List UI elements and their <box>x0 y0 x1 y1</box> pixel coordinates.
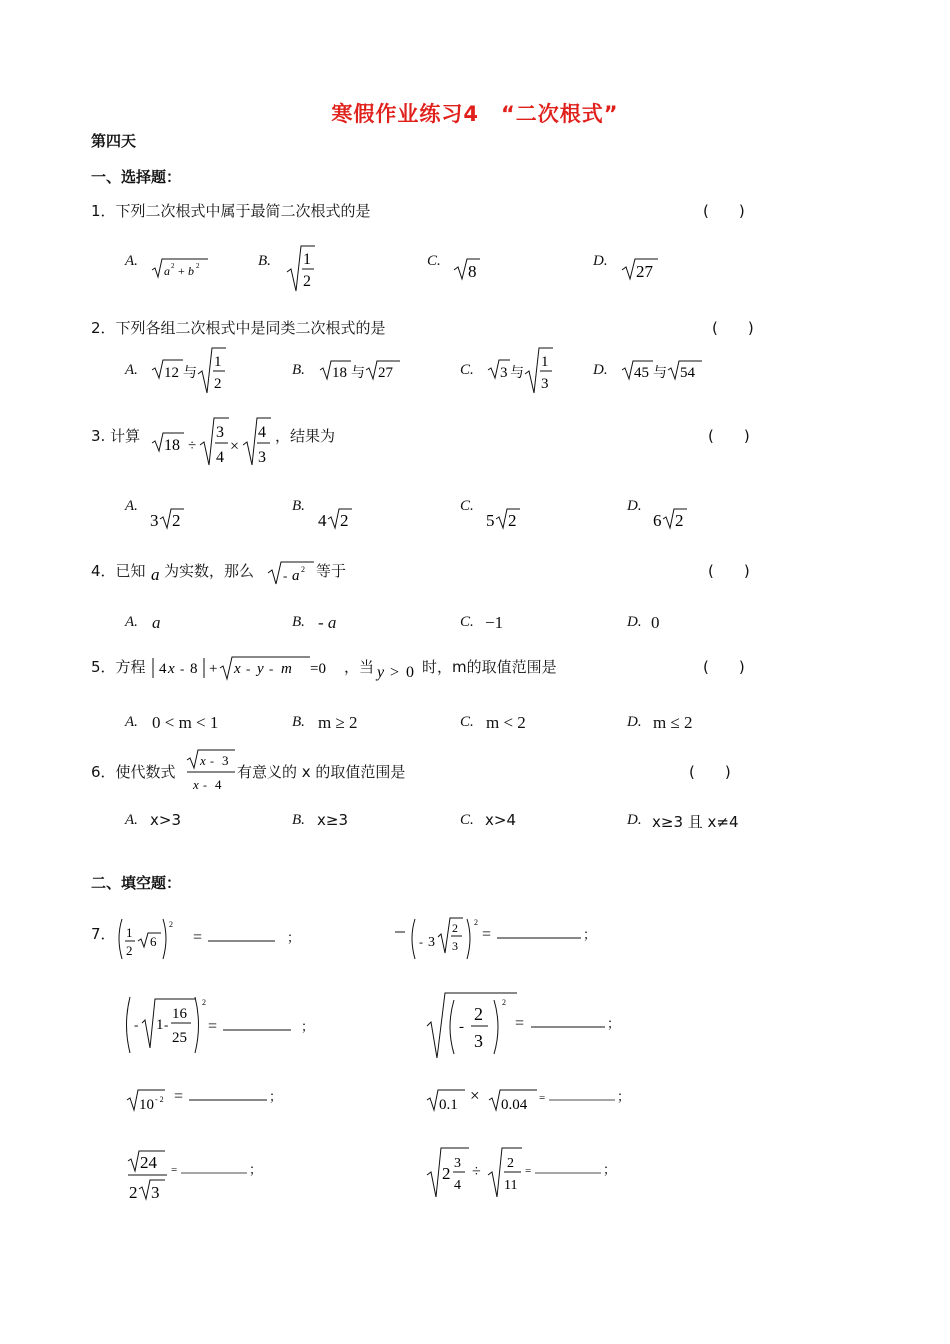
q1-option-b-letter: B. <box>258 253 271 269</box>
q4-option-c-letter: C. <box>460 614 474 630</box>
svg-text:4: 4 <box>258 424 266 441</box>
svg-text:3: 3 <box>454 1156 461 1171</box>
svg-text:；: ； <box>269 1089 283 1104</box>
q2-option-b-letter: B. <box>292 362 305 378</box>
svg-text:0: 0 <box>406 664 414 681</box>
q4-option-b-letter: B. <box>292 614 305 630</box>
svg-text:m: m <box>281 661 292 677</box>
svg-text:3: 3 <box>500 365 508 381</box>
q2-option-a-expression <box>150 346 230 396</box>
svg-text:3: 3 <box>474 1031 483 1051</box>
svg-text:>: > <box>390 664 400 681</box>
svg-text:1: 1 <box>126 925 133 940</box>
q6-option-a-letter: A. <box>125 812 138 828</box>
svg-text:2: 2 <box>442 1164 451 1183</box>
q4-option-d-letter: D. <box>627 614 642 630</box>
svg-text:÷: ÷ <box>472 1163 481 1180</box>
q5-option-a-text: 0 < m < 1 <box>152 713 219 732</box>
q7-item2-expression <box>393 915 603 965</box>
svg-text:4: 4 <box>159 661 167 677</box>
svg-text:2: 2 <box>303 273 311 290</box>
svg-text:÷: ÷ <box>188 438 197 454</box>
q5-option-c-letter: C. <box>460 714 474 730</box>
q3-stem-before: 3. 计算 <box>91 427 141 445</box>
q2-option-c-letter: C. <box>460 362 474 378</box>
svg-text:3: 3 <box>452 939 458 953</box>
q4-stem-before: 4．已知 <box>91 562 146 580</box>
svg-text:x: x <box>193 777 199 792</box>
svg-text:0.1: 0.1 <box>439 1097 458 1113</box>
svg-text:24: 24 <box>140 1153 157 1172</box>
q6-option-a-text: x>3 <box>150 811 181 829</box>
q7-item8-expression <box>425 1145 625 1201</box>
q2-option-d-letter: D. <box>593 362 608 378</box>
svg-text:18: 18 <box>332 365 347 381</box>
svg-text:2: 2 <box>172 511 181 530</box>
q6-option-b-text: x≥3 <box>317 811 348 829</box>
q2-option-d-expression <box>620 359 705 383</box>
q5-answer-blank: ( ) <box>703 658 745 676</box>
q6-option-d-letter: D. <box>627 812 642 828</box>
svg-text:12: 12 <box>164 365 179 381</box>
q6-answer-blank: ( ) <box>689 763 731 781</box>
svg-text:2: 2 <box>675 511 684 530</box>
q5-option-d-text: m ≤ 2 <box>653 713 693 732</box>
svg-text:2: 2 <box>340 511 349 530</box>
svg-text:-: - <box>203 778 207 792</box>
q1-option-a-expression <box>150 255 210 281</box>
svg-text:=: = <box>174 1088 184 1105</box>
svg-text:与: 与 <box>653 366 667 381</box>
svg-text:；: ； <box>603 1162 617 1177</box>
q5-equation <box>150 654 348 684</box>
svg-text:54: 54 <box>680 365 695 381</box>
svg-text:1: 1 <box>214 354 222 370</box>
svg-text:8: 8 <box>190 661 198 677</box>
svg-text:b: b <box>188 264 194 278</box>
svg-text:-: - <box>164 1017 169 1032</box>
svg-text:2: 2 <box>502 998 506 1007</box>
svg-text:=: = <box>539 1092 546 1104</box>
svg-text:0.04: 0.04 <box>501 1097 528 1113</box>
svg-text:1: 1 <box>303 251 311 268</box>
svg-text:y: y <box>257 661 264 677</box>
q2-answer-blank: ( ) <box>712 319 754 337</box>
q1-option-d-expression <box>620 256 660 282</box>
svg-text:4: 4 <box>216 449 224 466</box>
q4-option-d-text: 0 <box>651 613 660 632</box>
svg-text:x: x <box>234 661 241 677</box>
q1-option-c-letter: C. <box>427 253 441 269</box>
q3-option-a-letter: A. <box>125 498 138 514</box>
svg-text:3: 3 <box>150 511 159 530</box>
q2-option-c-expression <box>486 346 556 396</box>
svg-text:6: 6 <box>150 934 157 949</box>
svg-text:1: 1 <box>156 1017 164 1033</box>
q4-option-c-text: −1 <box>485 613 504 632</box>
svg-text:；: ； <box>617 1089 631 1104</box>
svg-text:；: ； <box>301 1019 315 1034</box>
svg-text:3: 3 <box>222 753 229 768</box>
svg-text:- 2: - 2 <box>155 1095 164 1104</box>
q6-option-d-text: x≥3 且 x≠4 <box>652 813 739 831</box>
q3-option-b-letter: B. <box>292 498 305 514</box>
q3-option-a-expression <box>150 506 190 532</box>
svg-text:a: a <box>292 568 300 584</box>
q6-expression <box>185 748 237 794</box>
svg-text:；: ； <box>287 930 301 945</box>
page-title: 寒假作业练习4 “二次根式” <box>331 102 619 126</box>
q4-answer-blank: ( ) <box>708 562 750 580</box>
svg-text:2: 2 <box>474 918 478 927</box>
q4-expression <box>266 558 316 588</box>
q5-stem-before: 5．方程 <box>91 658 146 676</box>
svg-text:4: 4 <box>215 777 222 792</box>
svg-text:×: × <box>470 1086 480 1105</box>
q6-option-c-letter: C. <box>460 812 474 828</box>
svg-text:+: + <box>209 661 218 677</box>
q3-stem-after: ，结果为 <box>275 427 336 445</box>
svg-text:×: × <box>230 438 240 455</box>
svg-text:2: 2 <box>508 511 517 530</box>
svg-text:-: - <box>134 1017 139 1032</box>
svg-text:+: + <box>178 264 185 278</box>
section-choice-heading: 一、选择题： <box>91 168 182 186</box>
q1-option-c-expression <box>452 256 482 282</box>
svg-text:；: ； <box>583 927 597 942</box>
svg-text:-: - <box>459 1019 464 1035</box>
q1-option-b-expression <box>285 244 317 294</box>
svg-text:=: = <box>208 1018 218 1035</box>
q5-condition <box>377 660 423 684</box>
svg-text:；: ； <box>249 1162 263 1177</box>
svg-text:y: y <box>377 664 385 681</box>
q6-option-b-letter: B. <box>292 812 305 828</box>
svg-text:2: 2 <box>474 1004 483 1024</box>
q6-stem-before: 6．使代数式 <box>91 763 176 781</box>
q4-variable-a <box>150 564 164 584</box>
q5-option-c-text: m < 2 <box>486 713 526 732</box>
svg-text:=0: =0 <box>310 661 326 677</box>
svg-text:2: 2 <box>452 921 458 935</box>
q2-stem: 2．下列各组二次根式中是同类二次根式的是 <box>91 319 386 337</box>
q4-option-b-text: - a <box>318 613 337 632</box>
svg-text:=: = <box>482 926 492 943</box>
svg-text:=: = <box>193 929 203 946</box>
svg-text:3: 3 <box>428 935 435 950</box>
q3-expression <box>150 415 280 471</box>
svg-text:；: ； <box>607 1016 621 1031</box>
svg-text:3: 3 <box>151 1183 160 1202</box>
svg-text:18: 18 <box>164 437 180 454</box>
svg-text:a: a <box>164 264 170 278</box>
q5-option-b-letter: B. <box>292 714 305 730</box>
svg-text:-: - <box>269 661 274 676</box>
svg-text:4: 4 <box>318 511 327 530</box>
svg-text:16: 16 <box>172 1006 187 1022</box>
svg-text:x: x <box>168 661 175 677</box>
svg-text:5: 5 <box>486 511 495 530</box>
q4-stem-mid: 为实数，那么 <box>164 562 255 580</box>
svg-text:4: 4 <box>454 1178 461 1193</box>
svg-text:a: a <box>151 565 160 584</box>
q5-option-d-letter: D. <box>627 714 642 730</box>
svg-text:-: - <box>210 754 214 768</box>
q3-option-c-expression <box>486 506 526 532</box>
q1-stem: 1．下列二次根式中属于最简二次根式的是 <box>91 202 371 220</box>
q1-option-a-letter: A. <box>125 253 138 269</box>
svg-text:3: 3 <box>216 424 224 441</box>
q3-option-c-letter: C. <box>460 498 474 514</box>
svg-text:27: 27 <box>636 262 653 281</box>
svg-text:2: 2 <box>169 920 173 929</box>
q7-item6-expression <box>425 1082 635 1118</box>
svg-text:2: 2 <box>507 1156 514 1171</box>
q1-option-d-letter: D. <box>593 253 608 269</box>
svg-text:与: 与 <box>510 366 524 381</box>
q2-option-b-expression <box>318 359 403 383</box>
svg-text:3: 3 <box>541 376 549 392</box>
q6-stem-after: 有意义的 x 的取值范围是 <box>237 763 406 781</box>
svg-text:-: - <box>246 661 251 676</box>
svg-text:x: x <box>200 753 206 768</box>
section-fill-heading: 二、填空题： <box>91 874 182 892</box>
svg-text:2: 2 <box>129 1183 138 1202</box>
svg-text:1: 1 <box>541 354 549 370</box>
q7-label: 7． <box>91 925 116 943</box>
q5-stem-mid: ，当 <box>344 658 375 676</box>
svg-text:45: 45 <box>634 365 649 381</box>
q3-option-b-expression <box>318 506 358 532</box>
q5-option-a-letter: A. <box>125 714 138 730</box>
q7-item4-expression <box>425 990 625 1062</box>
svg-text:2: 2 <box>126 943 133 958</box>
svg-text:=: = <box>515 1015 525 1032</box>
q7-item3-expression <box>123 993 323 1057</box>
svg-text:与: 与 <box>351 366 365 381</box>
q3-option-d-letter: D. <box>627 498 642 514</box>
svg-text:=: = <box>171 1164 178 1176</box>
q5-option-b-text: m ≥ 2 <box>318 713 358 732</box>
q2-option-a-letter: A. <box>125 362 138 378</box>
svg-text:2: 2 <box>301 565 305 574</box>
svg-text:2: 2 <box>202 998 206 1007</box>
q4-stem-after: 等于 <box>316 562 347 580</box>
q7-item7-expression <box>125 1147 265 1203</box>
q3-option-d-expression <box>653 506 693 532</box>
svg-text:2: 2 <box>171 262 175 270</box>
svg-text:2: 2 <box>196 262 200 270</box>
q3-answer-blank: ( ) <box>708 427 750 445</box>
day-label: 第四天 <box>91 132 137 150</box>
q4-option-a-text: a <box>152 613 161 632</box>
svg-text:6: 6 <box>653 511 662 530</box>
q1-answer-blank: ( ) <box>703 202 745 220</box>
svg-text:-: - <box>180 661 185 676</box>
svg-text:-: - <box>283 568 288 583</box>
svg-text:8: 8 <box>468 262 477 281</box>
svg-text:11: 11 <box>504 1178 518 1193</box>
q7-item1-expression <box>115 915 305 965</box>
svg-text:25: 25 <box>172 1030 187 1046</box>
svg-text:10: 10 <box>139 1097 154 1113</box>
svg-text:2: 2 <box>214 376 222 392</box>
q7-item5-expression <box>125 1082 285 1118</box>
svg-text:与: 与 <box>183 366 197 381</box>
svg-text:-: - <box>419 935 423 949</box>
svg-text:27: 27 <box>378 365 393 381</box>
q5-stem-after: 时，m的取值范围是 <box>422 658 557 676</box>
q4-option-a-letter: A. <box>125 614 138 630</box>
q6-option-c-text: x>4 <box>485 811 516 829</box>
svg-text:3: 3 <box>258 449 266 466</box>
svg-text:=: = <box>525 1165 532 1177</box>
